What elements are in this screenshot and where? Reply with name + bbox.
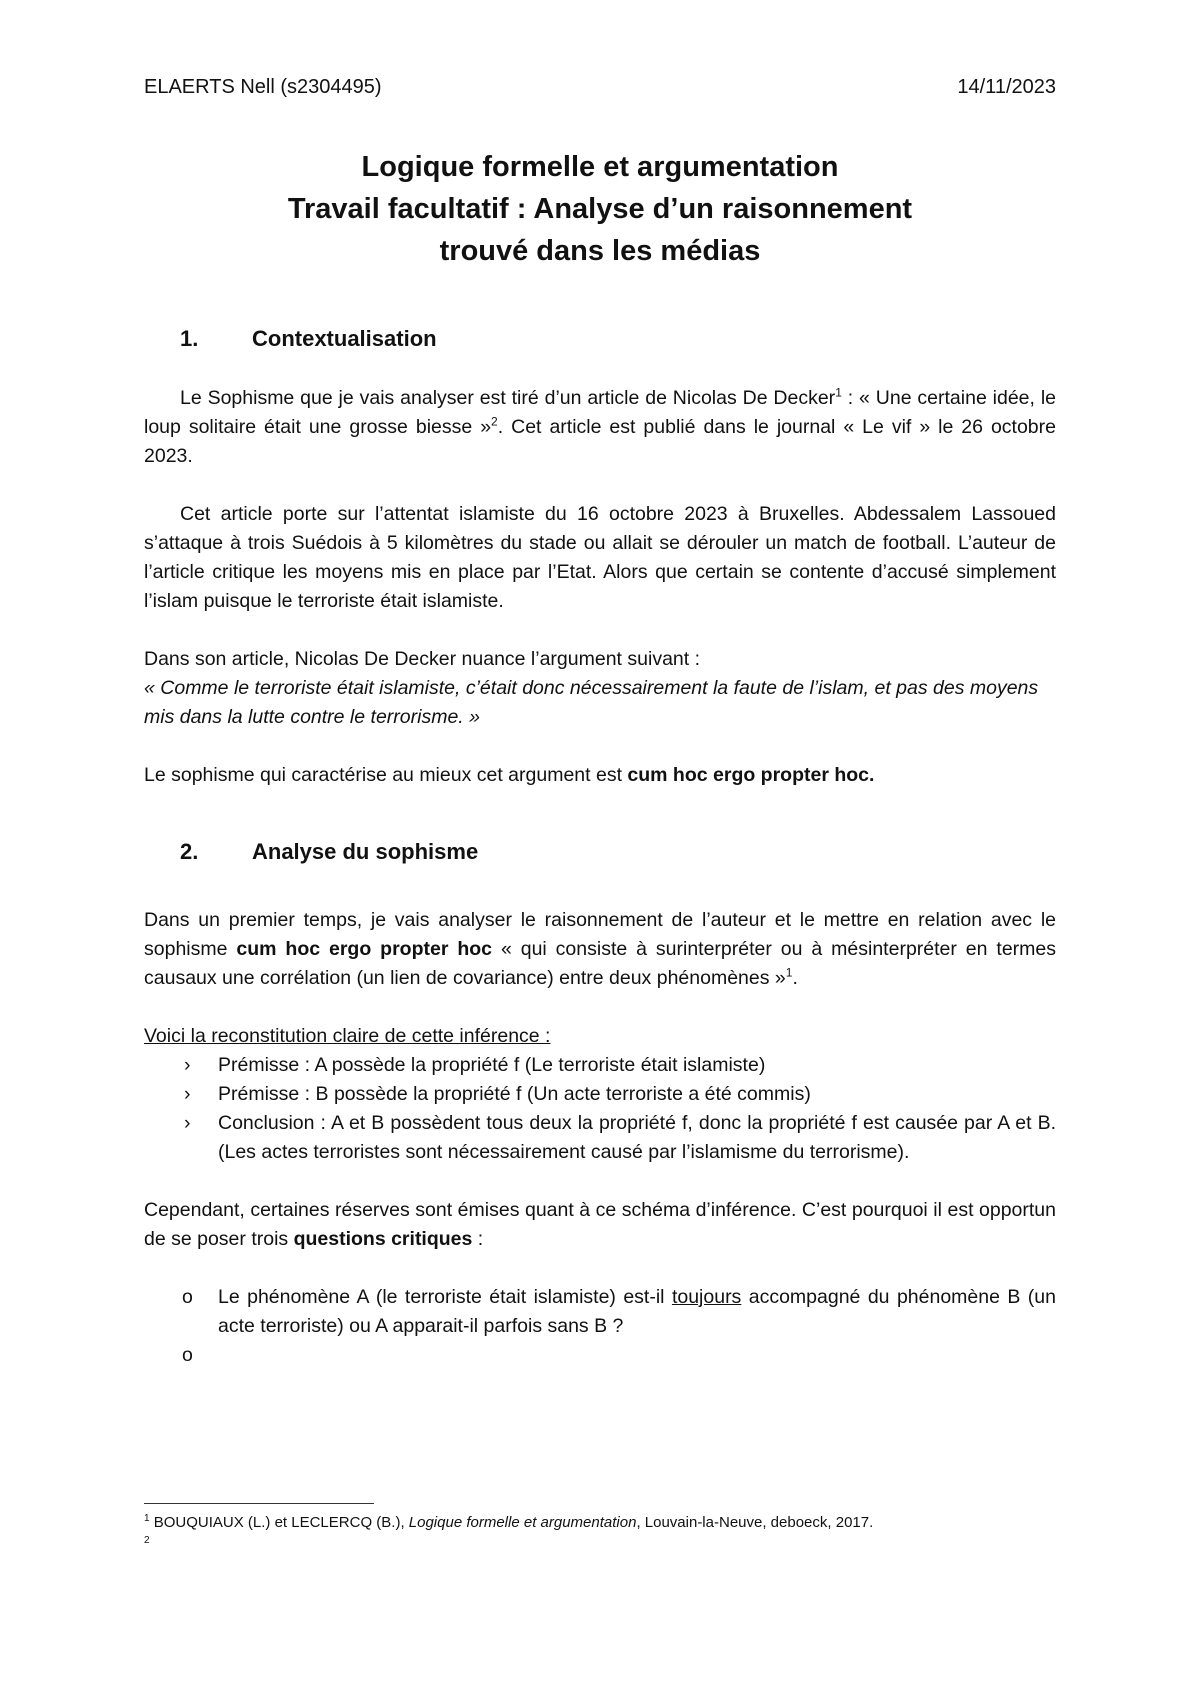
paragraph <box>144 1196 1056 1254</box>
paragraph: Dans son article, Nicolas De Decker nuance l’argument suivant : <box>144 648 701 670</box>
list-item-text: Prémisse : A possède la propriété f (Le terroriste était islamiste) <box>218 1054 766 1076</box>
text-span: : « Une certaine idée, le loup solitaire était une grosse biesse » <box>144 387 1056 438</box>
chevron-right-icon: › <box>184 1083 191 1105</box>
section-title: Analyse du sophisme <box>252 839 479 864</box>
title-line-3: trouvé dans les médias <box>439 235 761 267</box>
text-span: Le phénomène A (le terroriste était islamiste) est-il <box>218 1286 672 1308</box>
text-span: , Louvain-la-Neuve, deboeck, 2017. <box>636 1514 874 1531</box>
document-title <box>144 146 1056 272</box>
book-title: Logique formelle et argumentation <box>408 1514 637 1531</box>
chevron-right-icon: › <box>184 1054 191 1076</box>
critical-question-list <box>144 1283 1056 1370</box>
list-item-text: Conclusion : A et B possèdent tous deux la propriété f, donc la propriété f est causée par A et B. (Les actes terroristes sont nécessairement causé par l’islamisme du terrorisme). <box>218 1112 1056 1163</box>
footnotes <box>144 1512 1056 1556</box>
text-span: : <box>472 1228 484 1250</box>
text-span: BOUQUIAUX (L.) et LECLERCQ (B.), <box>149 1514 409 1531</box>
list-item <box>144 1080 1056 1109</box>
footnote-ref[interactable]: 1 <box>835 385 842 400</box>
author-name: ELAERTS Nell (s2304495) <box>144 76 382 98</box>
text-span: Le Sophisme que je vais analyser est tiré d’un article de Nicolas De Decker <box>180 387 836 409</box>
text-span: . Cet article est publié dans le journal « Le vif » le 26 octobre 2023. <box>144 416 1056 467</box>
sophism-name: cum hoc ergo propter hoc. <box>627 764 875 786</box>
footnote-ref[interactable]: 1 <box>785 965 793 980</box>
section-number: 2. <box>180 839 199 864</box>
premise-list <box>144 1051 1056 1167</box>
sophism-name: cum hoc ergo propter hoc <box>236 938 493 960</box>
section-title: Contextualisation <box>252 326 437 351</box>
list-item <box>144 1283 1056 1341</box>
title-line-1: Logique formelle et argumentation <box>361 151 839 183</box>
chevron-right-icon: › <box>184 1112 191 1134</box>
footnote-mark: 2 <box>144 1535 150 1546</box>
text-span: accompagné du phénomène B (un acte terroriste) ou A apparait-il parfois sans B ? <box>218 1286 1056 1337</box>
quoted-argument: « Comme le terroriste était islamiste, c’était donc nécessairement la faute de l’islam, et pas des moyens mis dans la lutte contre le terrorisme. » <box>144 677 1039 728</box>
paragraph <box>144 761 1056 790</box>
list-item-text: Prémisse : B possède la propriété f (Un acte terroriste a été commis) <box>218 1083 811 1105</box>
text-span: . <box>792 967 798 989</box>
paragraph <box>144 384 1056 471</box>
footnote-ref[interactable]: 2 <box>491 414 498 429</box>
list-item <box>144 1341 1056 1370</box>
list-item <box>144 1109 1056 1167</box>
circle-bullet-icon: o <box>182 1344 193 1366</box>
reconstitution-label: Voici la reconstitution claire de cette inférence : <box>144 1025 551 1047</box>
section-1-body <box>144 384 1056 790</box>
section-2-heading <box>180 839 478 865</box>
text-span: « qui consiste à surinterpréter ou à mésinterpréter en termes causaux une corrélation (un lien de covariance) entre deux phénomènes » <box>144 938 1057 989</box>
document-date: 14/11/2023 <box>957 76 1056 98</box>
paragraph: Cet article porte sur l’attentat islamiste du 16 octobre 2023 à Bruxelles. Abdessalem Lassoued s’attaque à trois Suédois à 5 kilomètres du stade ou allait se dérouler un match de football. L’auteur de l’article critique les moyens mis en place par l’Etat. Alors que certain se contente d’accusé simplement l’islam puisque le terroriste était islamiste. <box>144 503 1056 612</box>
paragraph <box>144 906 1056 993</box>
footnote-mark: 1 <box>144 1513 150 1524</box>
text-span: Dans un premier temps, je vais analyser le raisonnement de l’auteur et le mettre en relation avec le sophisme <box>144 909 1056 960</box>
footnote-separator <box>144 1503 374 1504</box>
section-2-body <box>144 906 1056 1370</box>
text-span: Le sophisme qui caractérise au mieux cet argument est <box>144 764 628 786</box>
underlined-word: toujours <box>671 1286 742 1308</box>
footnote-1 <box>144 1512 1056 1534</box>
list-item <box>144 1051 1056 1080</box>
title-line-2: Travail facultatif : Analyse d’un raisonnement <box>287 193 913 225</box>
section-number: 1. <box>180 326 199 351</box>
text-span: Cependant, certaines réserves sont émises quant à ce schéma d’inférence. C’est pourquoi il est opportun de se poser trois <box>144 1199 1056 1250</box>
circle-bullet-icon: o <box>182 1286 193 1308</box>
critical-questions-label: questions critiques <box>293 1228 473 1250</box>
footnote-2 <box>144 1534 1056 1556</box>
section-1-heading <box>180 326 437 352</box>
page-header <box>144 76 1056 99</box>
